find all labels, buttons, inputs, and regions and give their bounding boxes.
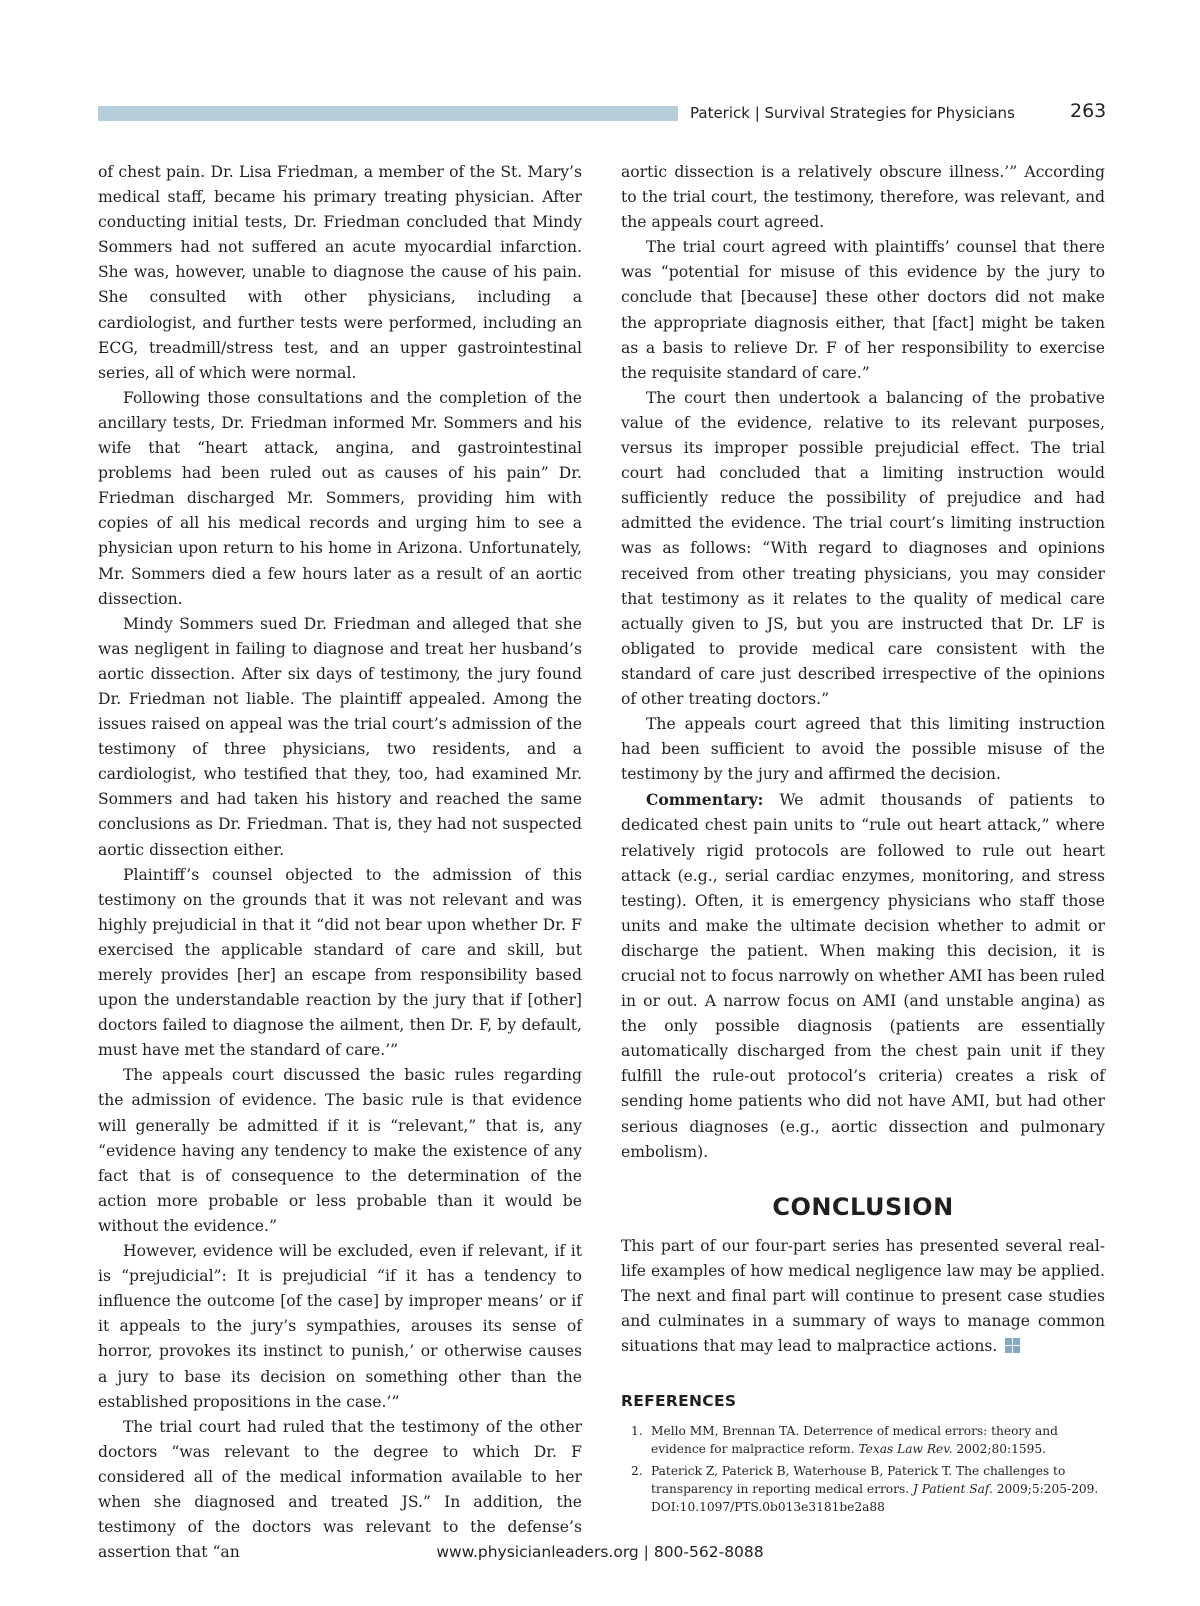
- reference-item: [621, 1422, 1105, 1458]
- header-accent-bar: [98, 106, 678, 121]
- reference-number: 2.: [631, 1464, 643, 1479]
- conclusion-paragraph: [621, 1234, 1105, 1359]
- reference-journal: J Patient Saf.: [912, 1482, 993, 1497]
- paragraph: Following those consultations and the completion of the ancillary tests, Dr. Friedman informed Mr. Sommers and his wife that “heart attack, angina, and gastrointestinal problems had been ruled out as causes of his pain” Dr. Friedman discharged Mr. Sommers, providing him with copies of all his medical records and urging him to see a physician upon return to his home in Arizona. Unfortunately, Mr. Sommers died a few hours later as a result of an aortic dissection.: [98, 388, 582, 608]
- commentary-paragraph: [621, 787, 1105, 1164]
- reference-item: [621, 1462, 1105, 1516]
- reference-text: Paterick Z, Paterick B, Waterhouse B, Paterick T. The challenges to transparency in reporting medical errors.: [651, 1464, 1066, 1497]
- conclusion-text: This part of our four-part series has presented several real-life examples of how medical negligence law may be applied. The next and final part will continue to present case studies and culminates in a summary of ways to manage common situations that may lead to malpractice actions.: [621, 1236, 1105, 1356]
- paragraph: Mindy Sommers sued Dr. Friedman and alleged that she was negligent in failing to diagnose and treat her husband’s aortic dissection. After six days of testimony, the jury found Dr. Friedman not liable. The plaintiff appealed. Among the issues raised on appeal was the trial court’s admission of the testimony of three physicians, two residents, and a cardiologist, who testified that they, too, had examined Mr. Sommers and had taken his history and reached the same conclusions as Dr. Friedman. That is, they had not suspected aortic dissection either.: [98, 614, 582, 859]
- commentary-text: We admit thousands of patients to dedicated chest pain units to “rule out heart attack,” where relatively rigid protocols are followed to rule out heart attack (e.g., serial cardiac enzymes, monitoring, and stress testing). Often, it is emergency physicians who staff those units and make the ultimate decision whether to admit or discharge the patient. When making this decision, it is crucial not to focus narrowly on whether AMI has been ruled in or out. A narrow focus on AMI (and unstable angina) as the only possible diagnosis (patients are essentially automatically discharged from the chest pain unit if they fulfill the rule-out protocol’s criteria) creates a risk of sending home patients who did not have AMI, but had other serious diagnoses (e.g., aortic dissection and pulmonary embolism).: [621, 791, 1105, 1161]
- paragraph: Plaintiff’s counsel objected to the admission of this testimony on the grounds that it was not relevant and was highly prejudicial in that it “did not bear upon whether Dr. F exercised the applicable standard of care and skill, but merely provides [her] an escape from responsibility based upon the understandable reaction by the jury that if [other] doctors failed to diagnose the ailment, then Dr. F, by default, must have met the standard of care.’”: [98, 865, 582, 1060]
- paragraph: The trial court had ruled that the testimony of the other doctors “was relevant to the degree to which Dr. F considered all of the medical information available to her when she diagnosed and treated JS.” In addition, the testimony of the doctors was relevant to the defense’s assertion that “an: [98, 1417, 582, 1562]
- paragraph: aortic dissection is a relatively obscure illness.’” According to the trial court, the testimony, therefore, was relevant, and the appeals court agreed.: [621, 163, 1105, 232]
- commentary-label: Commentary:: [646, 790, 764, 810]
- references-heading: REFERENCES: [621, 1392, 737, 1411]
- left-column: [98, 160, 582, 1565]
- end-mark-icon: [1005, 1338, 1020, 1353]
- reference-list: [621, 1422, 1105, 1516]
- conclusion-heading: CONCLUSION: [772, 1192, 954, 1221]
- paragraph: The appeals court discussed the basic rules regarding the admission of evidence. The basic rule is that evidence will generally be admitted if it is “relevant,” that is, any “evidence having any tendency to make the existence of any fact that is of consequence to the determination of the action more probable or less probable than it would be without the evidence.”: [98, 1066, 582, 1235]
- reference-text: Mello MM, Brennan TA. Deterrence of medical errors: theory and evidence for malpractice reform.: [651, 1424, 1058, 1457]
- paragraph: The appeals court agreed that this limiting instruction had been sufficient to avoid the possible misuse of the testimony by the jury and affirmed the decision.: [621, 715, 1105, 784]
- paragraph: The trial court agreed with plaintiffs’ counsel that there was “potential for misuse of this evidence by the jury to conclude that [because] these other doctors did not make the appropriate diagnosis either, that [fact] might be taken as a basis to relieve Dr. F of her responsibility to exercise the requisite standard of care.”: [621, 238, 1105, 382]
- page-number: 263: [1070, 100, 1107, 122]
- paragraph: The court then undertook a balancing of the probative value of the evidence, relative to its relevant purposes, versus its improper possible prejudicial effect. The trial court had concluded that a limiting instruction would sufficiently reduce the possibility of prejudice and had admitted the evidence. The trial court’s limiting instruction was as follows: “With regard to diagnoses and opinions received from other treating physicians, you may consider that testimony as it relates to the quality of medical care actually given to JS, but you are instructed that Dr. LF is obligated to provide medical care consistent with the standard of care just described irrespective of the opinions of other treating doctors.”: [621, 388, 1105, 708]
- reference-tail: 2002;80:1595.: [952, 1442, 1047, 1457]
- paragraph: of chest pain. Dr. Lisa Friedman, a member of the St. Mary’s medical staff, became his primary treating physician. After conducting initial tests, Dr. Friedman concluded that Mindy Sommers had not suffered an acute myocardial infarction. She was, however, unable to diagnose the cause of his pain. She consulted with other physicians, including a cardiologist, and further tests were performed, including an ECG, treadmill/stress test, and an upper gastrointestinal series, all of which were normal.: [98, 163, 582, 382]
- paragraph: However, evidence will be excluded, even if relevant, if it is “prejudicial”: It is prejudicial “if it has a tendency to influence the outcome [of the case] by improper means’ or if it appeals to the jury’s sympathies, arouses its sense of horror, provokes its instinct to punish,’ or otherwise causes a jury to base its decision on something other than the established propositions in the case.’”: [98, 1242, 582, 1411]
- running-header: Paterick | Survival Strategies for Physicians: [690, 104, 1015, 122]
- page-footer: www.physicianleaders.org | 800-562-8088: [436, 1543, 764, 1561]
- reference-tail: 2009;5:205-209. DOI:10.1097/PTS.0b013e3181be2a88: [651, 1482, 1099, 1515]
- reference-number: 1.: [631, 1424, 643, 1439]
- reference-journal: Texas Law Rev.: [858, 1442, 953, 1457]
- right-column: [621, 160, 1105, 1520]
